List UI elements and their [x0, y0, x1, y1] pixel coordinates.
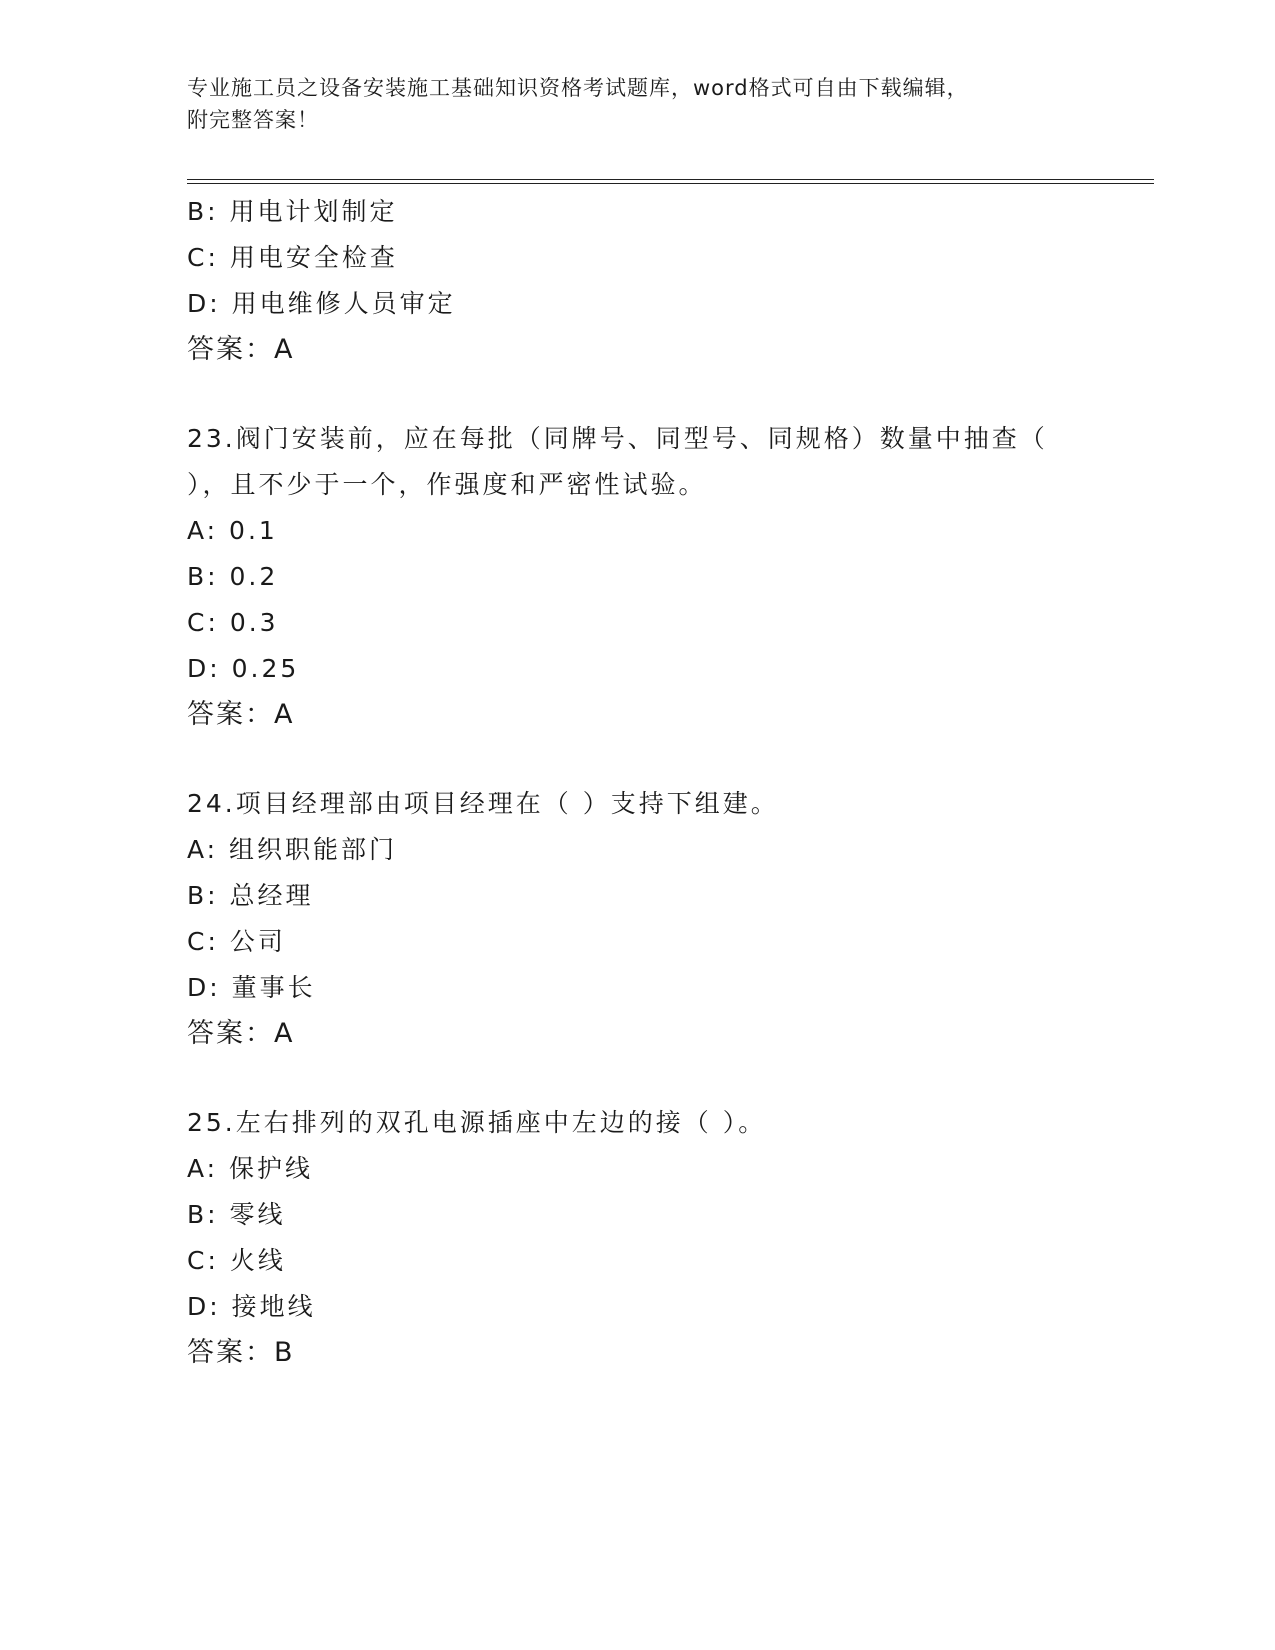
option-c: C: 公司 [187, 927, 286, 956]
answer-line: 答案：A [187, 699, 295, 730]
option-b: B: 总经理 [187, 881, 314, 910]
option-b: B: 0.2 [187, 562, 279, 591]
question-stem: 25.左右排列的双孔电源插座中左边的接（ ）。 [187, 1108, 767, 1137]
option-a: A: 组织职能部门 [187, 835, 398, 864]
question-25 [187, 1100, 1157, 1376]
question-stem: 24.项目经理部由项目经理在（ ）支持下组建。 [187, 789, 779, 818]
document-header [187, 72, 1047, 136]
option-d: D: 用电维修人员审定 [187, 289, 456, 318]
question-stem: 23.阀门安装前，应在每批（同牌号、同型号、同规格）数量中抽查（ [187, 424, 1048, 453]
option-d: D: 董事长 [187, 973, 316, 1002]
option-c: C: 0.3 [187, 608, 279, 637]
option-c: C: 用电安全检查 [187, 243, 398, 272]
option-d: D: 接地线 [187, 1292, 316, 1321]
option-b: B: 用电计划制定 [187, 197, 398, 226]
question-continued [187, 189, 1157, 373]
option-b: B: 零线 [187, 1200, 286, 1229]
header-divider [187, 179, 1154, 184]
header-line-1: 专业施工员之设备安装施工基础知识资格考试题库，word格式可自由下载编辑， [187, 76, 969, 100]
option-a: A: 保护线 [187, 1154, 314, 1183]
question-24 [187, 781, 1157, 1057]
option-d: D: 0.25 [187, 654, 300, 683]
answer-line: 答案：A [187, 1018, 295, 1049]
answer-line: 答案：B [187, 1337, 295, 1368]
answer-line: 答案：A [187, 334, 295, 365]
header-line-2: 附完整答案！ [187, 108, 319, 132]
question-list [187, 189, 1157, 1376]
option-c: C: 火线 [187, 1246, 286, 1275]
option-a: A: 0.1 [187, 516, 278, 545]
question-stem-continued: ），且不少于一个，作强度和严密性试验。 [187, 470, 707, 499]
question-23 [187, 416, 1157, 738]
